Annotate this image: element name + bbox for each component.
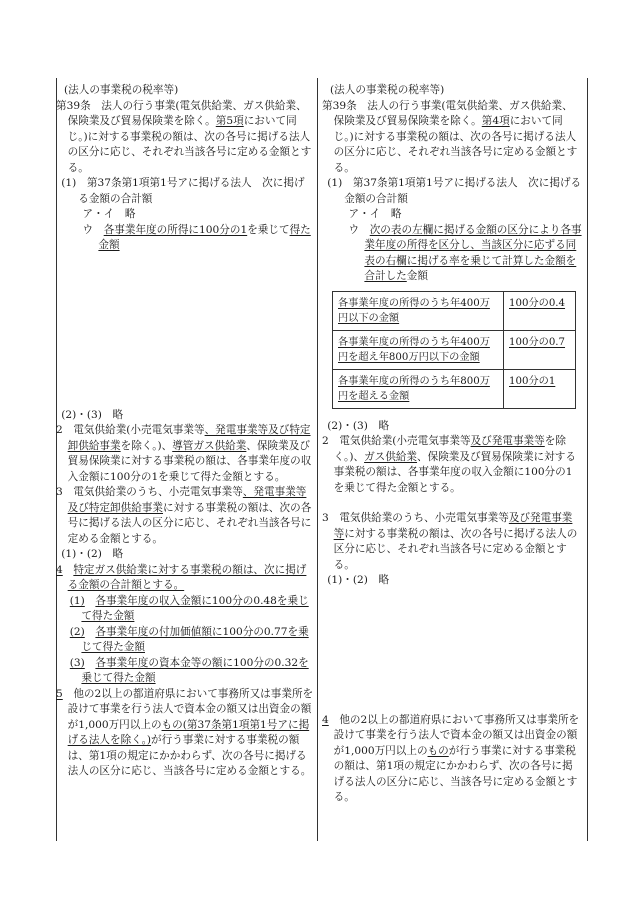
table-cell-bracket: 各事業年度の所得のうち年400万円を超え年800万円以下の金額 — [333, 330, 504, 369]
items-2-3-omitted: (2)・(3) 略 — [327, 419, 390, 432]
paragraph-3-items-omitted: (1)・(2) 略 — [61, 548, 124, 560]
item-u: ウ 各事業年度の所得に100分の1を乗じて得た金額 — [82, 223, 311, 251]
paragraph-2: 2 電気供給業(小売電気事業等及び発電事業等を除く。)、ガス供給業、保険業及び貿易保険業に対する事業税の額は、各事業年度の収入金額に100分の1を乗じて得た金額とする。 — [322, 435, 576, 494]
item-1: (1) 第37条第1項第1号アに掲げる法人 次に掲げる金額の合計額 — [327, 177, 582, 205]
paragraph-4-item-3: (3) 各事業年度の資本金等の額に100分の0.32を乗じて得た金額 — [69, 656, 309, 684]
revised-text-column — [56, 83, 314, 780]
table-row — [333, 291, 576, 330]
article-39-paragraph-1: 第39条 法人の行う事業(電気供給業、ガス供給業、保険業及び貿易保険業を除く。第5項において同じ。)に対する事業税の額は、次の各号に掲げる法人の区分に応じ、それぞれ当該各号に定める金額とする。 — [56, 99, 312, 174]
paragraph-4-item-2: (2) 各事業年度の付加価値額に100分の0.77を乗じて得た金額 — [69, 625, 309, 653]
item-a-i-omitted: ア・イ 略 — [348, 208, 402, 220]
item-1: (1) 第37条第1項第1号アに掲げる法人 次に掲げる金額の合計額 — [61, 177, 305, 205]
article-caption: (法人の事業税の税率等) — [64, 84, 179, 96]
table-row — [333, 369, 576, 408]
paragraph-5: 5 他の2以上の都道府県において事務所又は事業所を設けて事業を行う法人で資本金の額又は出資金の額が1,000万円以上のもの(第37条第1項第1号アに掲げる法人を除く。)が行う事業に対する事業税の額は、第1項の規定にかかわらず、次の各号に掲げる法人の区分に応じ、当該各号に定める金額とする。 — [56, 687, 314, 777]
table-cell-rate: 100分の0.7 — [504, 330, 576, 369]
paragraph-2: 2 電気供給業(小売電気事業等、発電事業等及び特定卸供給事業を除く。)、導管ガス供給業、保険業及び貿易保険業に対する事業税の額は、各事業年度の収入金額に100分の1を乗じて得た金額とする。 — [56, 424, 312, 483]
article-caption: (法人の事業税の税率等) — [330, 84, 445, 96]
right-border-line — [587, 78, 588, 841]
table-cell-rate: 100分の1 — [504, 369, 576, 408]
items-2-3-omitted: (2)・(3) 略 — [61, 408, 124, 421]
table-cell-rate: 100分の0.4 — [504, 291, 576, 330]
paragraph-4-item-1: (1) 各事業年度の収入金額に100分の0.48を乗じて得た金額 — [69, 594, 309, 622]
paragraph-4: 4 他の2以上の都道府県において事務所又は事業所を設けて事業を行う法人で資本金の額又は出資金の額が1,000万円以上のものが行う事業に対する事業税の額は、第1項の規定にかかわらず、次の各号に掲げる法人の区分に応じ、当該各号に定める金額とする。 — [322, 713, 580, 803]
table-cell-bracket: 各事業年度の所得のうち年400万円以下の金額 — [333, 291, 504, 330]
item-u: ウ 次の表の左欄に掲げる金額の区分により各事業年度の所得を区分し、当該区分に応ずる同表の右欄に掲げる率を乗じて計算した金額を合計した金額 — [348, 223, 582, 282]
table-cell-bracket: 各事業年度の所得のうち年800万円を超える金額 — [333, 369, 504, 408]
table-row — [333, 330, 576, 369]
center-divider-line — [317, 78, 318, 841]
current-text-column — [322, 83, 582, 806]
article-39-paragraph-1: 第39条 法人の行う事業(電気供給業、ガス供給業、保険業及び貿易保険業を除く。第4項において同じ。)に対する事業税の額は、次の各号に掲げる法人の区分に応じ、それぞれ当該各号に定める金額とする。 — [322, 99, 578, 174]
income-rate-table — [332, 291, 576, 409]
item-a-i-omitted: ア・イ 略 — [82, 208, 136, 220]
paragraph-3: 3 電気供給業のうち、小売電気事業等、発電事業等及び特定卸供給事業に対する事業税の額は、次の各号に掲げる法人の区分に応じ、それぞれ当該各号に定める金額とする。 — [56, 486, 312, 545]
paragraph-4: 4 特定ガス供給業に対する事業税の額は、次に掲げる金額の合計額とする。 — [56, 563, 307, 591]
paragraph-3: 3 電気供給業のうち、小売電気事業等及び発電事業等に対する事業税の額は、次の各号に掲げる法人の区分に応じ、それぞれ当該各号に定める金額とする。 — [322, 512, 578, 571]
paragraph-3-items-omitted: (1)・(2) 略 — [327, 574, 390, 586]
